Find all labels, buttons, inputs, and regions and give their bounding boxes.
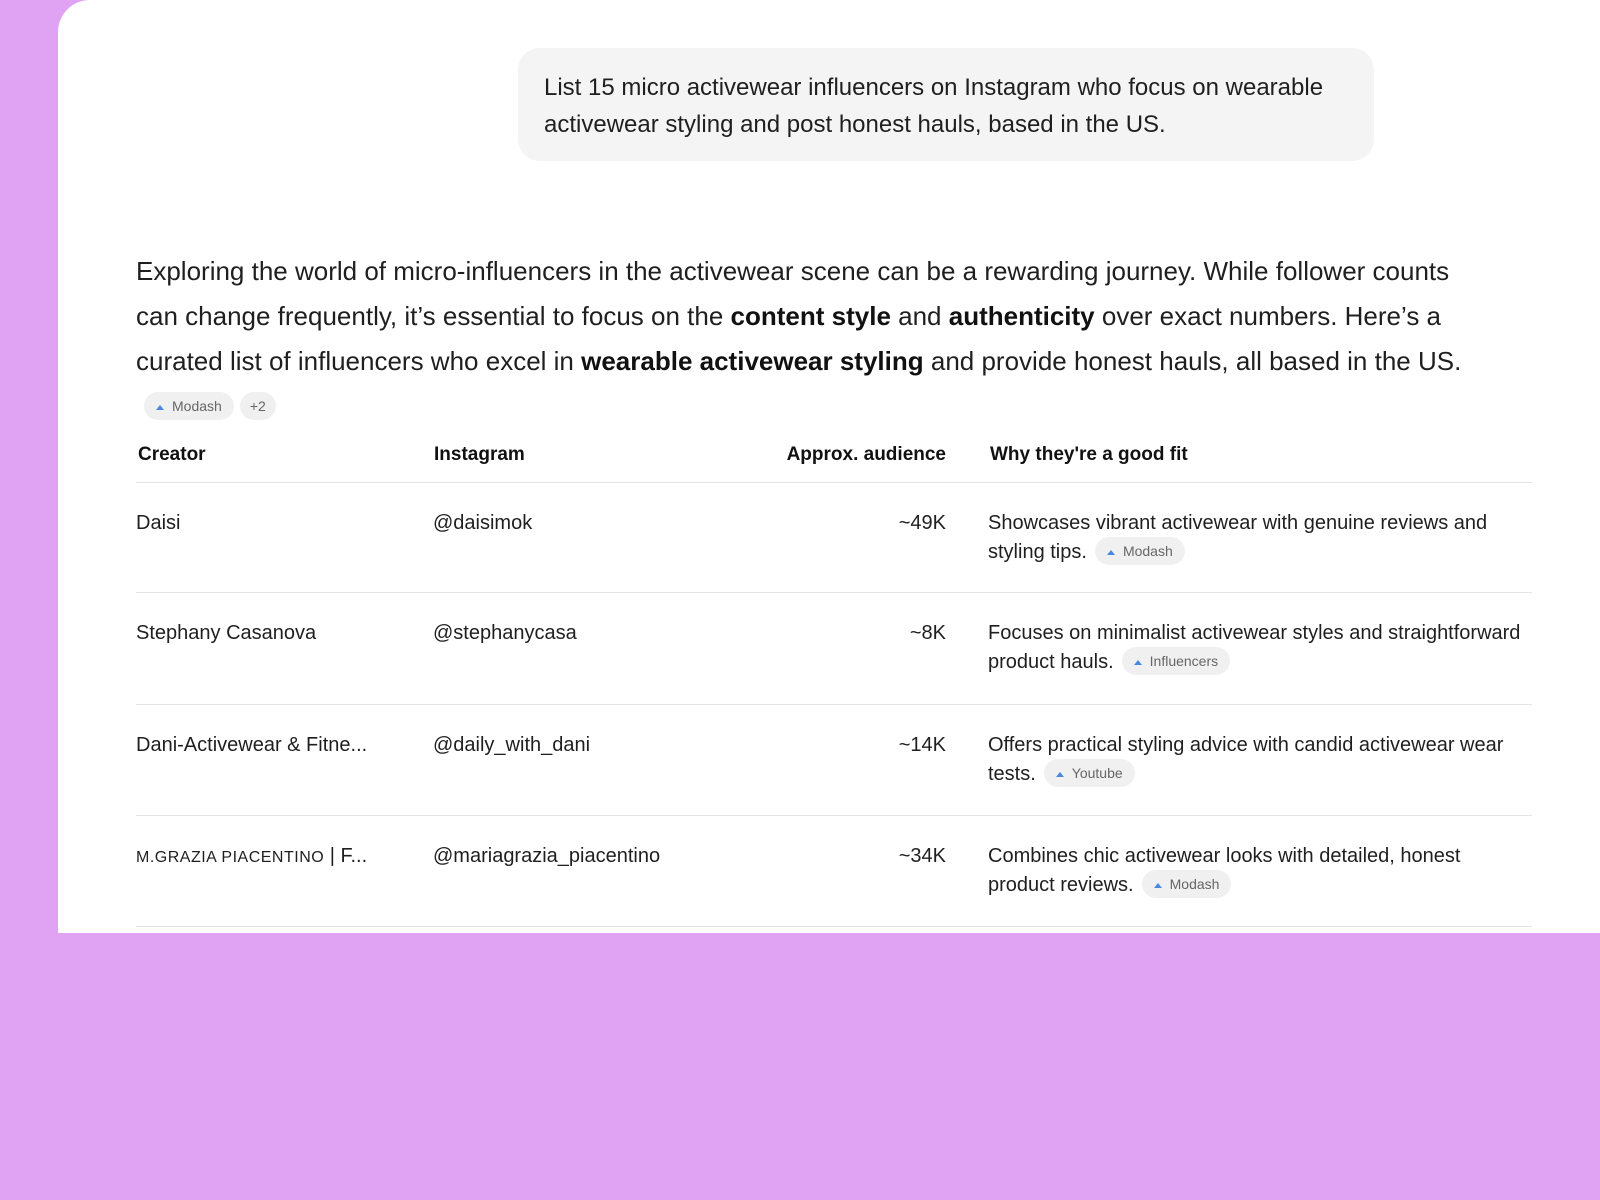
user-message-text: List 15 micro activewear influencers on Instagram who focus on wearable activewear styling and post honest hauls, based in the US. xyxy=(544,74,1324,138)
creator-name xyxy=(136,842,406,872)
intro-bold-text: wearable activewear styling xyxy=(581,346,924,376)
user-message-bubble xyxy=(518,48,1374,161)
audience-size: ~14K xyxy=(898,734,946,756)
audience-size: ~8K xyxy=(909,622,946,644)
table-row xyxy=(136,816,1532,927)
header-instagram: Instagram xyxy=(434,444,525,465)
source-chip[interactable] xyxy=(1044,759,1135,787)
fit-description xyxy=(988,509,1528,567)
fit-text: Showcases vibrant activewear with genuine reviews and styling tips. xyxy=(988,512,1488,563)
chat-panel xyxy=(58,0,1600,933)
assistant-intro-paragraph xyxy=(136,249,1476,429)
source-icon xyxy=(156,401,166,411)
source-chip-label: Modash xyxy=(1122,542,1173,559)
fit-description xyxy=(988,731,1528,789)
source-chip-label: Influencers xyxy=(1149,652,1219,669)
instagram-handle: @stephanycasa xyxy=(433,622,577,644)
intro-text: and xyxy=(890,301,949,331)
table-row xyxy=(136,705,1532,816)
creator-name: Stephany Casanova xyxy=(136,622,317,644)
source-icon xyxy=(1154,879,1164,889)
header-creator: Creator xyxy=(138,444,206,465)
creator-name-styled: M.GRAZIA PIACENTINO xyxy=(136,849,325,866)
instagram-handle: @daily_with_dani xyxy=(433,734,591,756)
source-icon xyxy=(1056,768,1066,778)
source-chip[interactable] xyxy=(144,392,234,420)
intro-text: over exact numbers. Here’s a curated list of influencers who excel in xyxy=(136,301,1441,376)
influencer-table xyxy=(136,431,1532,927)
fit-description xyxy=(988,619,1528,677)
intro-bold-text: authenticity xyxy=(948,301,1095,331)
more-sources-label: +2 xyxy=(249,398,266,415)
intro-text: Exploring the world of micro-influencers in the activewear scene can be a rewarding journey. While follower counts can change frequently, it’s essential to focus on the xyxy=(136,256,1450,331)
source-chip[interactable] xyxy=(1095,537,1185,565)
fit-text: Offers practical styling advice with candid activewear wear tests. xyxy=(988,734,1504,785)
more-sources-chip[interactable] xyxy=(240,392,276,420)
creator-name-suffix: | F... xyxy=(324,845,368,867)
source-icon xyxy=(1134,656,1144,666)
intro-bold-text: content style xyxy=(730,301,891,331)
fit-text: Combines chic activewear looks with detailed, honest product reviews. xyxy=(988,845,1461,896)
instagram-handle: @daisimok xyxy=(433,512,533,534)
fit-description xyxy=(988,842,1528,900)
header-audience: Approx. audience xyxy=(786,444,946,465)
audience-size: ~34K xyxy=(898,845,946,867)
table-row xyxy=(136,483,1532,593)
creator-name: Dani-Activewear & Fitne... xyxy=(136,734,368,756)
source-icon xyxy=(1107,546,1117,556)
intro-text: and provide honest hauls, all based in the US. xyxy=(923,346,1462,376)
source-chip-label: Modash xyxy=(1169,875,1220,892)
creator-name: Daisi xyxy=(136,512,181,534)
source-chip[interactable] xyxy=(1122,647,1230,675)
instagram-handle: @mariagrazia_piacentino xyxy=(433,845,661,867)
source-chip[interactable] xyxy=(1142,870,1232,898)
header-why: Why they're a good fit xyxy=(990,444,1188,465)
audience-size: ~49K xyxy=(898,512,946,534)
table-header xyxy=(136,431,1532,483)
table-row xyxy=(136,593,1532,705)
source-chip-label: Modash xyxy=(172,398,222,415)
source-chip-label: Youtube xyxy=(1071,764,1123,781)
fit-text: Focuses on minimalist activewear styles and straightforward product hauls. xyxy=(988,622,1521,673)
